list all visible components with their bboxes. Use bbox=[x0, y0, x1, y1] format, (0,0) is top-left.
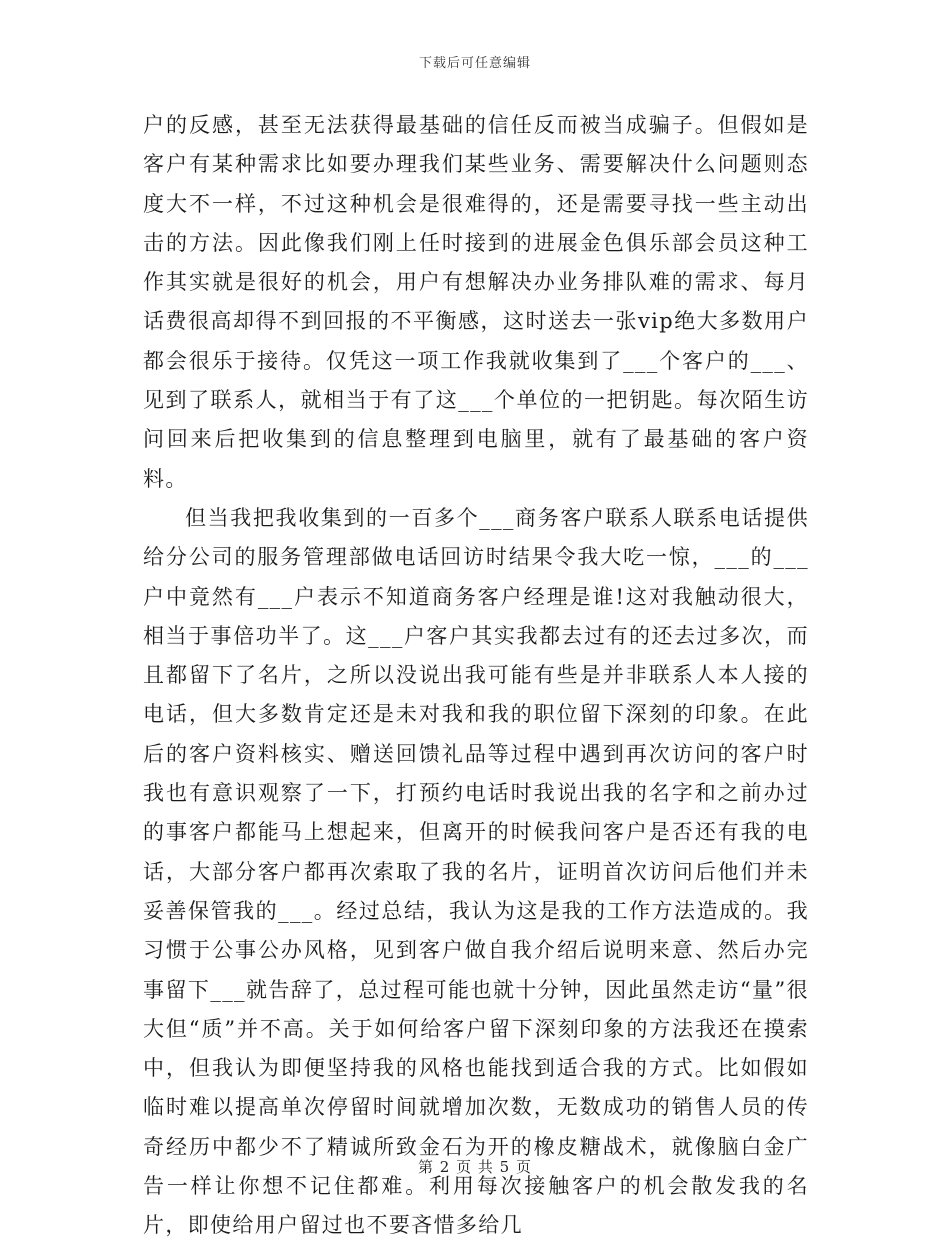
paragraph-continued: 户的反感，甚至无法获得最基础的信任反而被当成骗子。但假如是客户有某种需求比如要办理我们某些业务、需要解决什么问题则态度大不一样，不过这种机会是很难得的，还是需要寻找一些主动出击的方法。因此像我们刚上任时接到的进展金色俱乐部会员这种工作其实就是很好的机会，用户有想解决办业务排队难的需求、每月话费很高却得不到回报的不平衡感，这时送去一张vip绝大多数用户都会很乐于接待。仅凭这一项工作我就收集到了___个客户的___、见到了联系人，就相当于有了这___个单位的一把钥匙。每次陌生访问回来后把收集到的信息整理到电脑里，就有了最基础的客户资料。 bbox=[143, 113, 809, 491]
document-body bbox=[143, 106, 809, 1246]
page-number-footer: 第 2 页 共 5 页 bbox=[418, 1158, 532, 1176]
paragraph-feedback-review: 但当我把我收集到的一百多个___商务客户联系人联系电话提供给分公司的服务管理部做电话回访时结果令我大吃一惊，___的___户中竟然有___户表示不知道商务客户经理是谁!这对我触动很大，相当于事倍功半了。这___户客户其实我都去过有的还去过多次，而且都留下了名片，之所以没说出我可能有些是并非联系人本人接的电话，但大多数肯定还是未对我和我的职位留下深刻的印象。在此后的客户资料核实、赠送回馈礼品等过程中遇到再次访问的客户时我也有意识观察了一下，打预约电话时我说出我的名字和之前办过的事客户都能马上想起来，但离开的时候我问客户是否还有我的电话，大部分客户都再次索取了我的名片，证明首次访问后他们并未妥善保管我的___。经过总结，我认为这是我的工作方法造成的。我习惯于公事公办风格，见到客户做自我介绍后说明来意、然后办完事留下___就告辞了，总过程可能也就十分钟，因此虽然走访“量”很大但“质”并不高。关于如何给客户留下深刻印象的方法我还在摸索中，但我认为即便坚持我的风格也能找到适合我的方式。比如假如临时难以提高单次停留时间就增加次数，无数成功的销售人员的传奇经历中都少不了精诚所致金石为开的橡皮糖战术，就像脑白金广告一样让你想不记住都难。利用每次接触客户的机会散发我的名片，即使给用户留过也不要吝惜多给几 bbox=[143, 505, 809, 1238]
header-note: 下载后可任意编辑 bbox=[418, 56, 531, 71]
